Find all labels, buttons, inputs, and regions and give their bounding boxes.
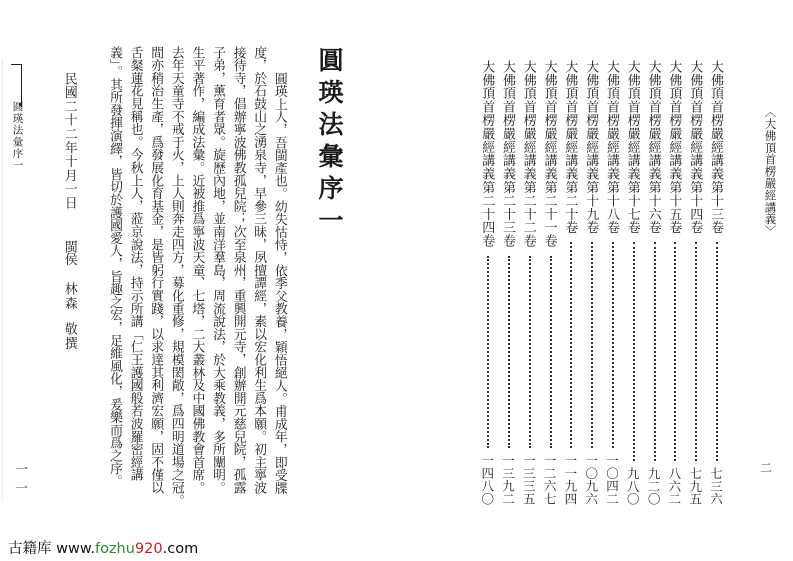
signature-suffix: 敬撰 [61,322,77,352]
signature-name: 林森 [61,282,77,312]
margin-label: 圓瑛法彙序一 [11,101,24,172]
page-number-right: 二 [760,461,773,475]
toc-entry-page: 八六二 [666,466,682,505]
toc-entry-page: 七三六 [708,466,724,505]
toc-leader-dots [695,242,697,460]
toc-leader-dots [716,242,718,460]
watermark [8,537,198,558]
toc-entry [584,60,600,520]
toc-leader-dots [570,242,572,448]
toc-entry [667,60,683,520]
toc-entry-page: 一一九四 [562,453,578,505]
preface-column: 度，於石鼓山之湧泉寺，早參三昧，夙擅譚經，素以宏化利生爲本願。初主寧波 [251,46,267,494]
toc-leader-dots [591,242,593,448]
preface-column: 接待寺，倡辦寧波佛教孤兒院；次至泉州，重興開元寺，創辦開元慈兒院，孤露 [230,46,246,494]
preface-title: 圓瑛法彙序一 [315,47,344,239]
toc-entry-title: 大佛頂首楞嚴經講義第二十三卷 [500,60,515,248]
running-header: 〈大佛頂首楞嚴經講義〉 [763,106,778,237]
signature-place: 閩侯 [61,240,77,266]
toc-leader-dots [674,242,676,460]
date-line: 民國二十二年十月一日 [61,72,77,210]
toc-entry [522,60,538,520]
toc-entry-title: 大佛頂首楞嚴經講義第二十二卷 [520,60,536,248]
toc-entry [626,60,642,520]
toc-entry-page: 一三三五 [521,453,537,505]
watermark-red: 920 [134,541,163,557]
page-number-left: 一一 [12,462,27,500]
toc-entry-title: 大佛頂首楞嚴經講義第十五卷 [666,60,682,235]
toc-entry [563,60,579,520]
toc-entry-page: 九二〇 [646,466,662,505]
toc-entry [543,60,559,520]
toc-leader-dots [633,242,635,460]
scan-edge [2,60,4,500]
toc-entry-title: 大佛頂首楞嚴經講義第十八卷 [604,60,619,235]
preface-column: 去年天童寺不戒于火，上人則奔走四方，募化重修，規模閎敞，爲四明道場之冠。 [168,46,184,507]
toc-leader-dots [654,242,656,460]
toc-entry-title: 大佛頂首楞嚴經講義第二十四卷 [479,60,495,248]
toc-leader-dots [550,256,552,448]
toc-leader-dots [508,256,510,448]
preface-column: 子弟，薰育者眾。旋歷內地，並南洋羣島，周流說法，於大乘教義，多所闡明。 [209,46,225,494]
toc-entry-page: 一〇九六 [583,453,599,505]
toc-leader-dots [487,256,489,448]
watermark-suffix: .com [162,541,199,557]
preface-column: 圓瑛上人，吾閩產也。幼失怙恃，依季父教養，穎悟絕人。甫成年，即受牒 [271,72,287,495]
toc-leader-dots [529,256,531,448]
toc-entry-page: 九八〇 [625,466,641,505]
toc-entry-page: 一二六七 [542,453,558,505]
toc-entry [688,60,704,520]
toc-entry [501,60,517,520]
watermark-green: fozhu [94,541,135,557]
toc-entry-page: 一〇四二 [604,453,620,505]
toc-entry-title: 大佛頂首楞嚴經講義第二十卷 [562,60,578,235]
toc-leader-dots [612,242,614,448]
preface-column: 間亦稍治生產，爲發展化育基金，是皆躬行實踐，以求達其利濟宏願，固不僅以 [148,46,164,494]
preface-column: 生平著作，編成法彙。近被推爲寧波天童、七塔，二大叢林及中國佛教會首席。 [189,46,205,494]
watermark-prefix: 古籍库 www. [8,541,95,557]
toc-entry [605,60,621,520]
toc-entry-title: 大佛頂首楞嚴經講義第十四卷 [687,60,703,235]
toc-entry-title: 大佛頂首楞嚴經講義第十三卷 [708,60,723,235]
toc-entry-title: 大佛頂首楞嚴經講義第十七卷 [624,60,640,235]
toc-entry-title: 大佛頂首楞嚴經講義第十六卷 [645,60,661,235]
toc-entry-page: 一四八〇 [479,453,495,505]
toc-entry [709,60,725,520]
toc-entry-title: 大佛頂首楞嚴經講義第十九卷 [583,60,599,235]
toc-entry [647,60,663,520]
preface-column: 義」。其所發揮演繹，皆切於護國愛人，旨趣之宏，足維風化，爰樂而爲之序。 [106,46,122,488]
toc-entry-page: 一三九二 [500,453,516,505]
preface-column: 舌粲蓮花見稱也。今秋上人，蒞京說法，持示所講「仁王護國般若波羅密經講 [127,46,143,482]
toc-entry-page: 七九五 [687,466,703,505]
toc-entry-title: 大佛頂首楞嚴經講義第二十一卷 [541,60,557,248]
toc-entry [480,60,496,520]
